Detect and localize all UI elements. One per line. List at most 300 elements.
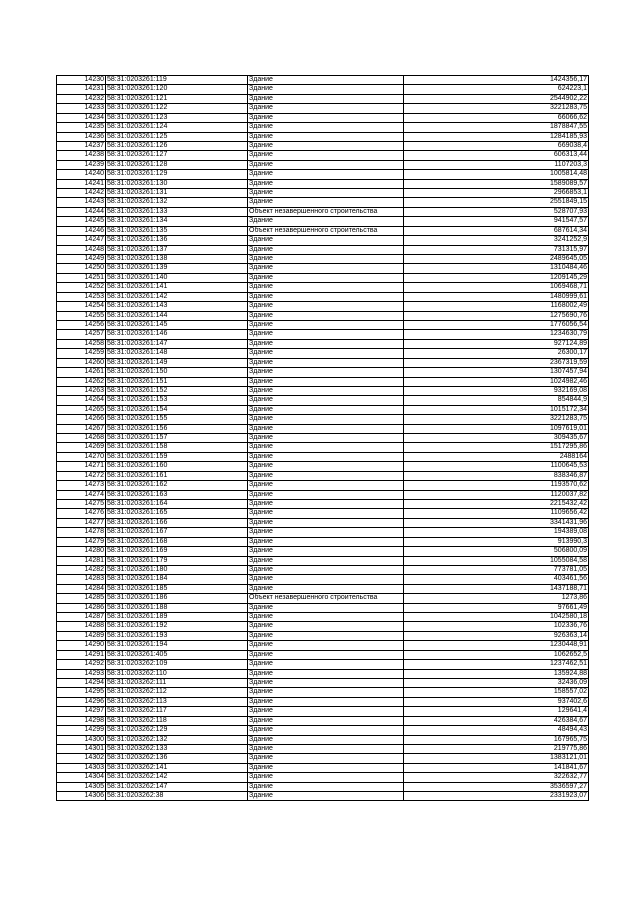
- object-type-cell: Здание: [248, 669, 404, 678]
- table-row: [57, 528, 589, 537]
- table-row: [57, 405, 589, 414]
- cadastral-value-cell: 1437188,71: [404, 584, 589, 593]
- cadastral-number-cell: 58:31:0203261:124: [106, 123, 248, 132]
- row-number-cell: 14268: [57, 434, 106, 443]
- cadastral-value-cell: 1310484,46: [404, 264, 589, 273]
- cadastral-value-cell: 3341431,96: [404, 518, 589, 527]
- object-type-cell: Объект незавершенного строительства: [248, 207, 404, 216]
- cadastral-value-cell: 194389,08: [404, 528, 589, 537]
- cadastral-value-cell: 1273,86: [404, 594, 589, 603]
- row-number-cell: 14269: [57, 443, 106, 452]
- cadastral-value-cell: 2331923,07: [404, 792, 589, 801]
- cadastral-number-cell: 58:31:0203261:144: [106, 311, 248, 320]
- object-type-cell: Здание: [248, 471, 404, 480]
- row-number-cell: 14286: [57, 603, 106, 612]
- object-type-cell: Здание: [248, 660, 404, 669]
- object-type-cell: Здание: [248, 255, 404, 264]
- cadastral-value-cell: 731315,97: [404, 245, 589, 254]
- table-row: [57, 669, 589, 678]
- row-number-cell: 14254: [57, 302, 106, 311]
- cadastral-number-cell: 58:31:0203261:193: [106, 631, 248, 640]
- cadastral-value-cell: 1042580,18: [404, 613, 589, 622]
- cadastral-value-cell: 1275690,76: [404, 311, 589, 320]
- object-type-cell: Здание: [248, 113, 404, 122]
- object-type-cell: Здание: [248, 198, 404, 207]
- cadastral-value-cell: 1234630,79: [404, 330, 589, 339]
- cadastral-number-cell: 58:31:0203261:122: [106, 104, 248, 113]
- cadastral-value-cell: 2544902,22: [404, 94, 589, 103]
- row-number-cell: 14251: [57, 273, 106, 282]
- cadastral-value-cell: 2215432,42: [404, 499, 589, 508]
- object-type-cell: Здание: [248, 754, 404, 763]
- cadastral-number-cell: 58:31:0203261:136: [106, 236, 248, 245]
- row-number-cell: 14273: [57, 481, 106, 490]
- object-type-cell: Здание: [248, 76, 404, 85]
- object-type-cell: Здание: [248, 424, 404, 433]
- table-row: [57, 754, 589, 763]
- table-row: [57, 358, 589, 367]
- table-row: [57, 735, 589, 744]
- row-number-cell: 14280: [57, 547, 106, 556]
- table-row: [57, 396, 589, 405]
- row-number-cell: 14261: [57, 368, 106, 377]
- row-number-cell: 14298: [57, 716, 106, 725]
- table-row: [57, 537, 589, 546]
- cadastral-number-cell: 58:31:0203261:123: [106, 113, 248, 122]
- cadastral-number-cell: 58:31:0203261:147: [106, 339, 248, 348]
- cadastral-number-cell: 58:31:0203261:128: [106, 160, 248, 169]
- cadastral-value-cell: 1109656,42: [404, 509, 589, 518]
- table-row: [57, 311, 589, 320]
- object-type-cell: Здание: [248, 292, 404, 301]
- cadastral-value-cell: 3221283,75: [404, 415, 589, 424]
- table-row: [57, 415, 589, 424]
- table-row: [57, 170, 589, 179]
- cadastral-value-cell: 66066,62: [404, 113, 589, 122]
- table-row: [57, 518, 589, 527]
- object-type-cell: Здание: [248, 264, 404, 273]
- cadastral-number-cell: 58:31:0203261:125: [106, 132, 248, 141]
- cadastral-value-cell: 219775,86: [404, 744, 589, 753]
- row-number-cell: 14257: [57, 330, 106, 339]
- table-row: [57, 565, 589, 574]
- table-row: [57, 603, 589, 612]
- object-type-cell: Здание: [248, 716, 404, 725]
- cadastral-value-cell: 2367319,59: [404, 358, 589, 367]
- row-number-cell: 14287: [57, 613, 106, 622]
- cadastral-value-cell: 624223,1: [404, 85, 589, 94]
- table-row: [57, 349, 589, 358]
- row-number-cell: 14239: [57, 160, 106, 169]
- table-row: [57, 443, 589, 452]
- row-number-cell: 14245: [57, 217, 106, 226]
- cadastral-number-cell: 58:31:0203261:162: [106, 481, 248, 490]
- object-type-cell: Здание: [248, 386, 404, 395]
- cadastral-number-cell: 58:31:0203261:137: [106, 245, 248, 254]
- object-type-cell: Здание: [248, 320, 404, 329]
- cadastral-value-cell: 1005814,48: [404, 170, 589, 179]
- cadastral-number-cell: 58:31:0203262:141: [106, 763, 248, 772]
- row-number-cell: 14234: [57, 113, 106, 122]
- table-row: [57, 132, 589, 141]
- row-number-cell: 14242: [57, 189, 106, 198]
- cadastral-value-cell: 1230448,91: [404, 641, 589, 650]
- cadastral-number-cell: 58:31:0203262:132: [106, 735, 248, 744]
- cadastral-value-cell: 403461,56: [404, 575, 589, 584]
- cadastral-number-cell: 58:31:0203261:152: [106, 386, 248, 395]
- cadastral-number-cell: 58:31:0203262:133: [106, 744, 248, 753]
- table-row: [57, 471, 589, 480]
- row-number-cell: 14294: [57, 679, 106, 688]
- row-number-cell: 14279: [57, 537, 106, 546]
- cadastral-number-cell: 58:31:0203261:158: [106, 443, 248, 452]
- table-row: [57, 499, 589, 508]
- cadastral-number-cell: 58:31:0203261:131: [106, 189, 248, 198]
- table-row: [57, 198, 589, 207]
- cadastral-number-cell: 58:31:0203262:118: [106, 716, 248, 725]
- cadastral-value-cell: 941547,57: [404, 217, 589, 226]
- object-type-cell: Здание: [248, 518, 404, 527]
- cadastral-value-cell: 32436,09: [404, 679, 589, 688]
- row-number-cell: 14249: [57, 255, 106, 264]
- object-type-cell: Здание: [248, 622, 404, 631]
- row-number-cell: 14271: [57, 462, 106, 471]
- cadastral-value-cell: 773781,05: [404, 565, 589, 574]
- table-row: [57, 424, 589, 433]
- row-number-cell: 14232: [57, 94, 106, 103]
- table-row: [57, 688, 589, 697]
- cadastral-value-cell: 1424356,17: [404, 76, 589, 85]
- cadastral-number-cell: 58:31:0203261:157: [106, 434, 248, 443]
- cadastral-number-cell: 58:31:0203261:161: [106, 471, 248, 480]
- table-row: [57, 94, 589, 103]
- table-row: [57, 189, 589, 198]
- cadastral-number-cell: 58:31:0203261:142: [106, 292, 248, 301]
- row-number-cell: 14283: [57, 575, 106, 584]
- object-type-cell: Здание: [248, 650, 404, 659]
- cadastral-value-cell: 426384,67: [404, 716, 589, 725]
- row-number-cell: 14306: [57, 792, 106, 801]
- cadastral-number-cell: 58:31:0203261:155: [106, 415, 248, 424]
- row-number-cell: 14246: [57, 226, 106, 235]
- object-type-cell: Здание: [248, 782, 404, 791]
- cadastral-number-cell: 58:31:0203262:117: [106, 707, 248, 716]
- row-number-cell: 14248: [57, 245, 106, 254]
- row-number-cell: 14295: [57, 688, 106, 697]
- cadastral-value-cell: 2551849,15: [404, 198, 589, 207]
- object-type-cell: Здание: [248, 735, 404, 744]
- object-type-cell: Здание: [248, 556, 404, 565]
- cadastral-value-cell: 1517295,86: [404, 443, 589, 452]
- object-type-cell: Здание: [248, 688, 404, 697]
- table-row: [57, 462, 589, 471]
- table-row: [57, 339, 589, 348]
- row-number-cell: 14292: [57, 660, 106, 669]
- cadastral-value-cell: 102336,76: [404, 622, 589, 631]
- table-row: [57, 679, 589, 688]
- object-type-cell: Здание: [248, 349, 404, 358]
- cadastral-value-cell: 158557,02: [404, 688, 589, 697]
- table-row: [57, 320, 589, 329]
- object-type-cell: Здание: [248, 547, 404, 556]
- cadastral-value-cell: 1097619,01: [404, 424, 589, 433]
- object-type-cell: Здание: [248, 509, 404, 518]
- row-number-cell: 14243: [57, 198, 106, 207]
- row-number-cell: 14278: [57, 528, 106, 537]
- table-row: [57, 575, 589, 584]
- object-type-cell: Здание: [248, 443, 404, 452]
- object-type-cell: Здание: [248, 94, 404, 103]
- row-number-cell: 14256: [57, 320, 106, 329]
- object-type-cell: Здание: [248, 481, 404, 490]
- table-row: [57, 386, 589, 395]
- row-number-cell: 14262: [57, 377, 106, 386]
- cadastral-number-cell: 58:31:0203261:126: [106, 141, 248, 150]
- cadastral-value-cell: 687614,34: [404, 226, 589, 235]
- cadastral-number-cell: 58:31:0203262:38: [106, 792, 248, 801]
- table-row: [57, 141, 589, 150]
- cadastral-value-cell: 309435,67: [404, 434, 589, 443]
- table-row: [57, 509, 589, 518]
- object-type-cell: Здание: [248, 104, 404, 113]
- table-row: [57, 773, 589, 782]
- cadastral-number-cell: 58:31:0203261:139: [106, 264, 248, 273]
- cadastral-value-cell: 2488164: [404, 452, 589, 461]
- cadastral-value-cell: 1062652,5: [404, 650, 589, 659]
- cadastral-number-cell: 58:31:0203261:149: [106, 358, 248, 367]
- row-number-cell: 14274: [57, 490, 106, 499]
- object-type-cell: Здание: [248, 603, 404, 612]
- object-type-cell: Здание: [248, 631, 404, 640]
- table-row: [57, 452, 589, 461]
- row-number-cell: 14265: [57, 405, 106, 414]
- cadastral-value-cell: 3536597,27: [404, 782, 589, 791]
- cadastral-value-cell: 1209145,29: [404, 273, 589, 282]
- cadastral-number-cell: 58:31:0203261:141: [106, 283, 248, 292]
- row-number-cell: 14282: [57, 565, 106, 574]
- table-row: [57, 160, 589, 169]
- row-number-cell: 14281: [57, 556, 106, 565]
- cadastral-number-cell: 58:31:0203261:164: [106, 499, 248, 508]
- table-row: [57, 226, 589, 235]
- cadastral-value-cell: 913990,3: [404, 537, 589, 546]
- table-row: [57, 104, 589, 113]
- cadastral-value-cell: 97661,49: [404, 603, 589, 612]
- table-row: [57, 594, 589, 603]
- object-type-cell: Здание: [248, 283, 404, 292]
- cadastral-number-cell: 58:31:0203261:192: [106, 622, 248, 631]
- cadastral-number-cell: 58:31:0203261:163: [106, 490, 248, 499]
- row-number-cell: 14258: [57, 339, 106, 348]
- cadastral-value-cell: 669038,4: [404, 141, 589, 150]
- table-row: [57, 330, 589, 339]
- object-type-cell: Здание: [248, 462, 404, 471]
- table-row: [57, 744, 589, 753]
- cadastral-number-cell: 58:31:0203262:147: [106, 782, 248, 791]
- cadastral-number-cell: 58:31:0203261:167: [106, 528, 248, 537]
- table-row: [57, 283, 589, 292]
- cadastral-number-cell: 58:31:0203261:132: [106, 198, 248, 207]
- cadastral-value-cell: 854844,9: [404, 396, 589, 405]
- row-number-cell: 14288: [57, 622, 106, 631]
- row-number-cell: 14302: [57, 754, 106, 763]
- table-row: [57, 434, 589, 443]
- cadastral-number-cell: 58:31:0203262:112: [106, 688, 248, 697]
- table-row: [57, 697, 589, 706]
- row-number-cell: 14296: [57, 697, 106, 706]
- table-row: [57, 631, 589, 640]
- table-row: [57, 584, 589, 593]
- cadastral-number-cell: 58:31:0203261:165: [106, 509, 248, 518]
- cadastral-number-cell: 58:31:0203261:146: [106, 330, 248, 339]
- cadastral-number-cell: 58:31:0203261:169: [106, 547, 248, 556]
- cadastral-value-cell: 1069468,71: [404, 283, 589, 292]
- table-row: [57, 113, 589, 122]
- table-row: [57, 792, 589, 801]
- table-row: [57, 556, 589, 565]
- cadastral-number-cell: 58:31:0203261:119: [106, 76, 248, 85]
- row-number-cell: 14289: [57, 631, 106, 640]
- cadastral-number-cell: 58:31:0203262:136: [106, 754, 248, 763]
- table-row: [57, 481, 589, 490]
- row-number-cell: 14293: [57, 669, 106, 678]
- object-type-cell: Здание: [248, 697, 404, 706]
- cadastral-value-cell: 1776056,54: [404, 320, 589, 329]
- cadastral-value-cell: 926363,14: [404, 631, 589, 640]
- cadastral-number-cell: 58:31:0203261:405: [106, 650, 248, 659]
- object-type-cell: Здание: [248, 339, 404, 348]
- table-row: [57, 207, 589, 216]
- row-number-cell: 14260: [57, 358, 106, 367]
- object-type-cell: Здание: [248, 726, 404, 735]
- table-row: [57, 264, 589, 273]
- object-type-cell: Здание: [248, 490, 404, 499]
- table-row: [57, 763, 589, 772]
- cadastral-number-cell: 58:31:0203262:109: [106, 660, 248, 669]
- cadastral-value-cell: 135924,88: [404, 669, 589, 678]
- cadastral-value-cell: 1024982,46: [404, 377, 589, 386]
- cadastral-number-cell: 58:31:0203261:145: [106, 320, 248, 329]
- cadastral-number-cell: 58:31:0203261:129: [106, 170, 248, 179]
- object-type-cell: Здание: [248, 302, 404, 311]
- cadastral-value-cell: 606313,44: [404, 151, 589, 160]
- object-type-cell: Здание: [248, 641, 404, 650]
- cadastral-number-cell: 58:31:0203261:188: [106, 603, 248, 612]
- object-type-cell: Здание: [248, 434, 404, 443]
- row-number-cell: 14264: [57, 396, 106, 405]
- cadastral-value-cell: 2966853,1: [404, 189, 589, 198]
- cadastral-number-cell: 58:31:0203261:179: [106, 556, 248, 565]
- cadastral-value-cell: 3241252,9: [404, 236, 589, 245]
- row-number-cell: 14301: [57, 744, 106, 753]
- row-number-cell: 14240: [57, 170, 106, 179]
- row-number-cell: 14235: [57, 123, 106, 132]
- row-number-cell: 14291: [57, 650, 106, 659]
- row-number-cell: 14299: [57, 726, 106, 735]
- object-type-cell: Здание: [248, 679, 404, 688]
- cadastral-value-cell: 1107203,3: [404, 160, 589, 169]
- cadastral-number-cell: 58:31:0203261:166: [106, 518, 248, 527]
- object-type-cell: Здание: [248, 236, 404, 245]
- object-type-cell: Здание: [248, 565, 404, 574]
- table-row: [57, 236, 589, 245]
- row-number-cell: 14241: [57, 179, 106, 188]
- row-number-cell: 14284: [57, 584, 106, 593]
- object-type-cell: Здание: [248, 123, 404, 132]
- row-number-cell: 14300: [57, 735, 106, 744]
- cadastral-value-cell: 1100645,53: [404, 462, 589, 471]
- object-type-cell: Здание: [248, 170, 404, 179]
- cadastral-number-cell: 58:31:0203261:135: [106, 226, 248, 235]
- object-type-cell: Здание: [248, 85, 404, 94]
- row-number-cell: 14238: [57, 151, 106, 160]
- cadastral-number-cell: 58:31:0203261:159: [106, 452, 248, 461]
- cadastral-number-cell: 58:31:0203261:160: [106, 462, 248, 471]
- cadastral-number-cell: 58:31:0203262:111: [106, 679, 248, 688]
- object-type-cell: Здание: [248, 273, 404, 282]
- cadastral-number-cell: 58:31:0203262:129: [106, 726, 248, 735]
- object-type-cell: Здание: [248, 141, 404, 150]
- object-type-cell: Здание: [248, 132, 404, 141]
- table-row: [57, 245, 589, 254]
- cadastral-number-cell: 58:31:0203261:154: [106, 405, 248, 414]
- cadastral-value-cell: 129641,4: [404, 707, 589, 716]
- table-row: [57, 217, 589, 226]
- table-row: [57, 123, 589, 132]
- cadastral-number-cell: 58:31:0203261:180: [106, 565, 248, 574]
- row-number-cell: 14244: [57, 207, 106, 216]
- cadastral-number-cell: 58:31:0203261:138: [106, 255, 248, 264]
- cadastral-number-cell: 58:31:0203261:156: [106, 424, 248, 433]
- cadastral-table: [56, 75, 589, 801]
- object-type-cell: Здание: [248, 396, 404, 405]
- object-type-cell: Здание: [248, 405, 404, 414]
- cadastral-number-cell: 58:31:0203262:113: [106, 697, 248, 706]
- cadastral-number-cell: 58:31:0203261:134: [106, 217, 248, 226]
- table-row: [57, 490, 589, 499]
- cadastral-number-cell: 58:31:0203261:189: [106, 613, 248, 622]
- cadastral-value-cell: 1168002,49: [404, 302, 589, 311]
- cadastral-value-cell: 1589089,57: [404, 179, 589, 188]
- row-number-cell: 14250: [57, 264, 106, 273]
- object-type-cell: Здание: [248, 151, 404, 160]
- object-type-cell: Здание: [248, 452, 404, 461]
- cadastral-value-cell: 3221283,75: [404, 104, 589, 113]
- object-type-cell: Здание: [248, 368, 404, 377]
- cadastral-number-cell: 58:31:0203261:186: [106, 594, 248, 603]
- object-type-cell: Здание: [248, 160, 404, 169]
- cadastral-value-cell: 1237462,51: [404, 660, 589, 669]
- object-type-cell: Здание: [248, 358, 404, 367]
- row-number-cell: 14297: [57, 707, 106, 716]
- object-type-cell: Здание: [248, 792, 404, 801]
- table-row: [57, 151, 589, 160]
- cadastral-value-cell: 1284185,93: [404, 132, 589, 141]
- object-type-cell: Здание: [248, 499, 404, 508]
- row-number-cell: 14275: [57, 499, 106, 508]
- cadastral-value-cell: 927124,89: [404, 339, 589, 348]
- cadastral-value-cell: 1307457,94: [404, 368, 589, 377]
- object-type-cell: Здание: [248, 763, 404, 772]
- row-number-cell: 14305: [57, 782, 106, 791]
- object-type-cell: Здание: [248, 707, 404, 716]
- cadastral-value-cell: 141841,67: [404, 763, 589, 772]
- table-row: [57, 273, 589, 282]
- row-number-cell: 14277: [57, 518, 106, 527]
- object-type-cell: Здание: [248, 584, 404, 593]
- cadastral-number-cell: 58:31:0203262:110: [106, 669, 248, 678]
- table-row: [57, 179, 589, 188]
